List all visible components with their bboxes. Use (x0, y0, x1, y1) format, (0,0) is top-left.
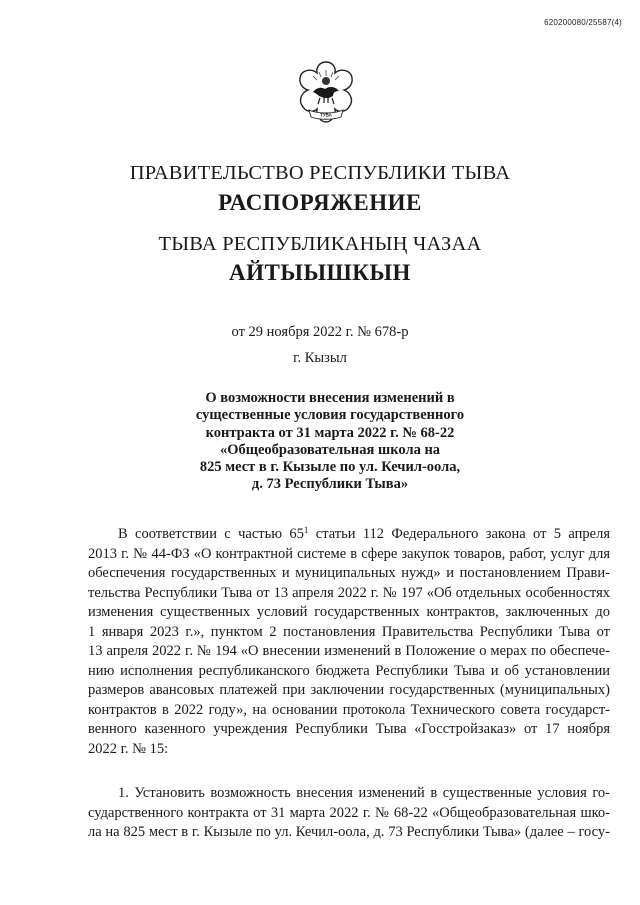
superscript: 1 (303, 525, 309, 535)
text-run: статьи 112 Федерального закона от 5 апреля (308, 526, 610, 542)
text-run: В соответствии с частью 65 (118, 526, 304, 542)
paragraph-line: венного казенного учреждения Республики Тыва «Госстройзаказ» от 17 ноября (88, 721, 610, 737)
title-line: О возможности внесения изменений в (205, 390, 455, 406)
paragraph-line: нию исполнения республиканского бюджета Республики Тыва и об установлении (88, 662, 610, 679)
paragraph-line: 2022 г. № 15: (88, 740, 169, 757)
paragraph-line: 13 апреля 2022 г. № 194 «О внесении изменений в Положение о мерах по обеспече- (88, 643, 610, 659)
government-title-tyvan: ТЫВА РЕСПУБЛИКАНЫҢ ЧАЗАА (158, 233, 482, 255)
paragraph-line: изменения существенных условий государственных контрактов, заключенных до (88, 604, 610, 620)
paragraph-line: сударственного контракта от 31 марта 2022 г. № 68-22 «Общеобразовательная шко- (88, 804, 610, 821)
paragraph-line: контрактов в 2022 году», на основании протокола Технического совета государст- (88, 701, 610, 718)
emblem-ribbon-text: ТУВА (320, 112, 332, 118)
paragraph-line: 1 января 2023 г.», пунктом 2 постановления Правительства Республики Тыва от (88, 623, 610, 640)
document-code: 620200080/25587(4) (544, 18, 622, 27)
government-title: ПРАВИТЕЛЬСТВО РЕСПУБЛИКИ ТЫВА (129, 162, 511, 184)
clause-1-paragraph (88, 784, 610, 843)
paragraph-line: обеспечения государственных и муниципальных нужд» и постановлением Прави- (88, 565, 610, 581)
paragraph-line: 2013 г. № 44-ФЗ «О контрактной системе в сфере закупок товаров, работ, услуг для (88, 545, 610, 562)
order-title-tyvan: АЙТЫЫШКЫН (229, 260, 411, 285)
preamble-paragraph (88, 525, 610, 759)
title-line: 825 мест в г. Кызыле по ул. Кечил-оола, (199, 459, 461, 476)
paragraph-line: тельства Республики Тыва от 13 апреля 2022 г. № 197 «Об отдельных особенностях (88, 584, 610, 601)
paragraph-line (88, 525, 610, 545)
order-date-number: от 29 ноября 2022 г. № 678-р (231, 324, 409, 340)
order-title: РАСПОРЯЖЕНИЕ (218, 190, 422, 215)
paragraph-line: размеров авансовых платежей при заключении государственных (муниципальных) (88, 682, 610, 698)
paragraph-line: 1. Установить возможность внесения изменений в существенные условия го- (118, 785, 610, 801)
order-subject-title (160, 390, 500, 494)
title-line: «Общеобразовательная школа на (219, 441, 441, 458)
order-city: г. Кызыл (293, 350, 347, 366)
paragraph-line: ла на 825 мест в г. Кызыле по ул. Кечил-оола, д. 73 Республики Тыва» (далее – госу- (88, 824, 610, 840)
title-line: существенные условия государственного (195, 407, 465, 424)
title-line: контракта от 31 марта 2022 г. № 68-22 (205, 424, 455, 441)
tuva-coat-of-arms-icon (291, 56, 361, 136)
title-line: д. 73 Республики Тыва» (251, 476, 409, 493)
